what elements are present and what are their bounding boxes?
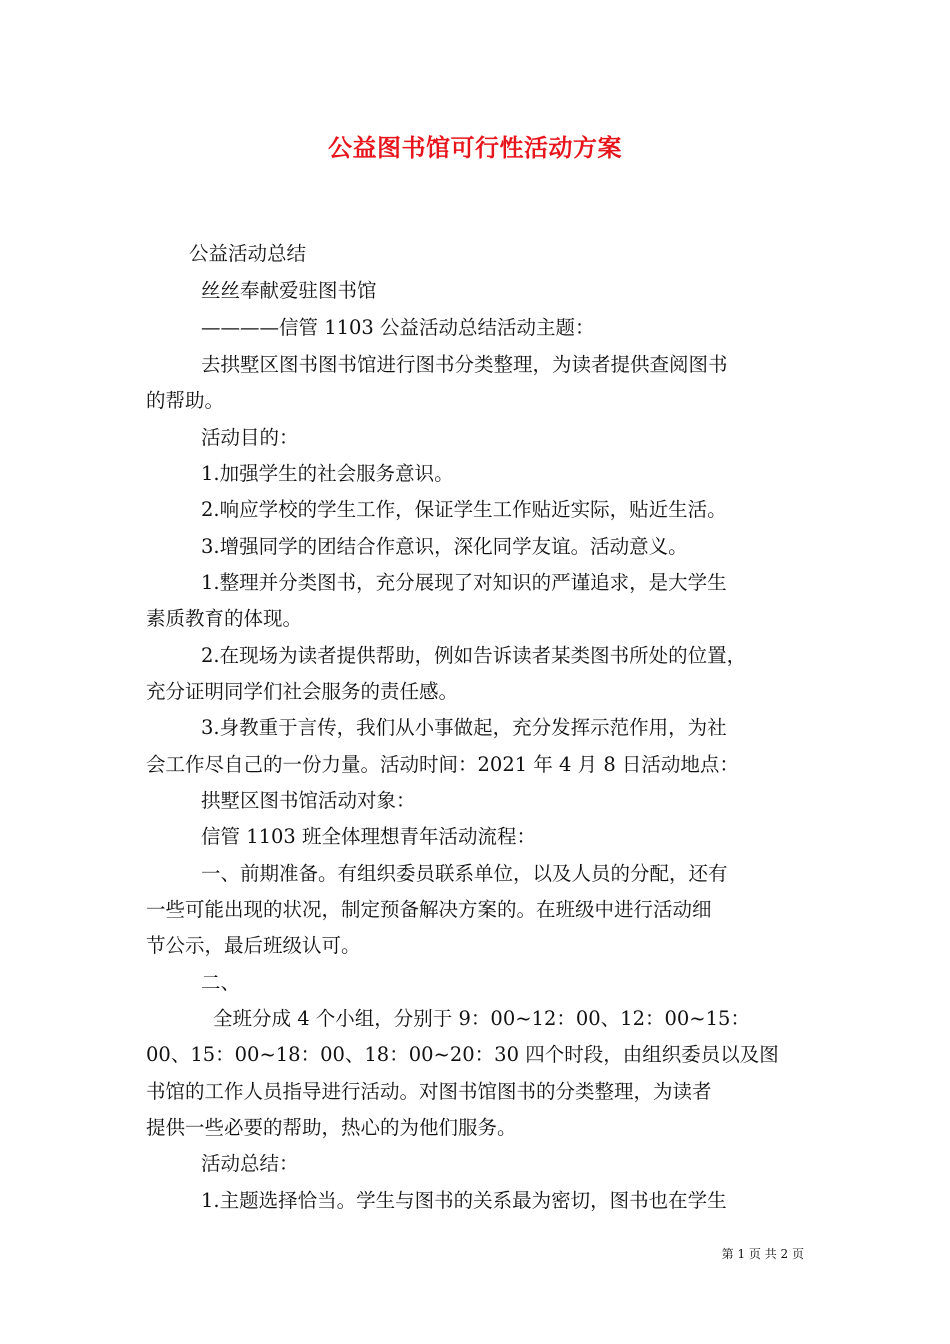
body-line: 信管 1103 班全体理想青年活动流程： (201, 825, 537, 848)
body-line: 丝丝奉献爱驻图书馆 (201, 279, 377, 302)
body-line: 书馆的工作人员指导进行活动。对图书馆图书的分类整理，为读者 (146, 1080, 712, 1103)
body-line: 全班分成 4 个小组，分别于 9：00~12：00、12：00~15： (213, 1007, 750, 1030)
body-line: 1.加强学生的社会服务意识。 (201, 462, 454, 485)
body-line: 提供一些必要的帮助，热心的为他们服务。 (146, 1116, 517, 1139)
body-line: 活动目的： (201, 426, 299, 449)
body-line: 节公示，最后班级认可。 (146, 934, 361, 957)
body-line: 的帮助。 (146, 389, 225, 412)
body-line: 00、15：00~18：00、18：00~20：30 四个时段，由组织委员以及图 (146, 1043, 779, 1066)
body-line: 公益活动总结 (189, 242, 307, 265)
body-line: 活动总结： (201, 1152, 299, 1175)
body-line: 1.主题选择恰当。学生与图书的关系最为密切，图书也在学生 (201, 1189, 727, 1212)
document-title: 公益图书馆可行性活动方案 (328, 133, 622, 162)
body-line: 充分证明同学们社会服务的责任感。 (146, 680, 459, 703)
body-line: 素质教育的体现。 (146, 607, 303, 630)
body-line: 一、前期准备。有组织委员联系单位，以及人员的分配，还有 (201, 862, 728, 885)
page-number: 第 1 页 共 2 页 (721, 1247, 804, 1261)
body-line: 一些可能出现的状况，制定预备解决方案的。在班级中进行活动细 (146, 898, 712, 921)
body-line: 拱墅区图书馆活动对象： (201, 789, 416, 812)
body-line: 2.在现场为读者提供帮助，例如告诉读者某类图书所处的位置， (201, 644, 747, 667)
body-line: 二、 (201, 971, 241, 994)
body-line: 1.整理并分类图书，充分展现了对知识的严谨追求，是大学生 (201, 571, 727, 594)
body-line: 2.响应学校的学生工作，保证学生工作贴近实际，贴近生活。 (201, 498, 727, 521)
body-line: 3.身教重于言传，我们从小事做起，充分发挥示范作用，为社 (201, 716, 727, 739)
body-line: ————信管 1103 公益活动总结活动主题： (201, 316, 595, 339)
body-line: 会工作尽自己的一份力量。活动时间：2021 年 4 月 8 日活动地点： (146, 753, 739, 776)
body-line: 去拱墅区图书图书馆进行图书分类整理，为读者提供查阅图书 (201, 353, 728, 376)
body-line: 3.增强同学的团结合作意识，深化同学友谊。活动意义。 (201, 535, 688, 558)
